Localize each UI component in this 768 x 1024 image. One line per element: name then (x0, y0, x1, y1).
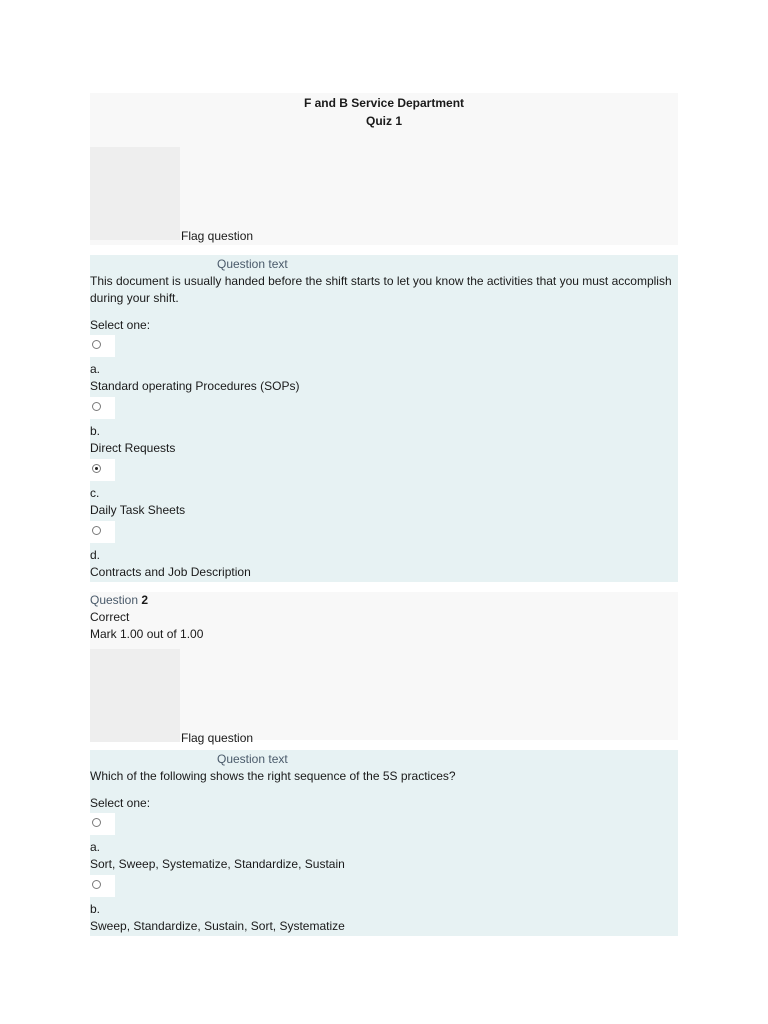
question2-status: Correct (90, 610, 130, 624)
flag-question-link[interactable]: Flag question (181, 731, 254, 745)
radio-unchecked-icon[interactable] (92, 402, 101, 411)
quiz-title: Quiz 1 (365, 114, 402, 128)
flag-icon[interactable] (90, 649, 180, 742)
radio-unchecked-icon[interactable] (92, 526, 101, 535)
question-number: 2 (141, 593, 149, 607)
option-letter: a. (90, 362, 101, 376)
radio-button[interactable] (90, 335, 115, 357)
question2-content (90, 750, 678, 936)
question2-label (90, 592, 678, 609)
question1-text: This document is usually handed before the shift starts to let you know the activities that you must accomplish during your shift. (90, 274, 672, 305)
question2-mark: Mark 1.00 out of 1.00 (90, 627, 204, 641)
flag-row (90, 649, 678, 746)
option-d[interactable] (90, 521, 678, 581)
select-one-label: Select one: (90, 796, 151, 810)
question1-content (90, 255, 678, 582)
option-letter: c. (90, 486, 100, 500)
select-one-label: Select one: (90, 318, 151, 332)
department-title: F and B Service Department (303, 96, 465, 110)
option-c[interactable] (90, 459, 678, 519)
option-letter: b. (90, 902, 101, 916)
radio-unchecked-icon[interactable] (92, 340, 101, 349)
flag-row (90, 147, 678, 244)
option-letter: b. (90, 424, 101, 438)
option-text: Standard operating Procedures (SOPs) (90, 379, 300, 393)
option-text: Sweep, Standardize, Sustain, Sort, Systematize (90, 919, 345, 933)
question1-info (90, 93, 678, 245)
radio-button[interactable] (90, 521, 115, 543)
question2-text: Which of the following shows the right sequence of the 5S practices? (90, 769, 456, 783)
radio-unchecked-icon[interactable] (92, 818, 101, 827)
option-a[interactable] (90, 335, 678, 395)
radio-button[interactable] (90, 813, 115, 835)
option-b[interactable] (90, 397, 678, 457)
flag-icon[interactable] (90, 147, 180, 240)
document-title (90, 93, 678, 130)
option-a[interactable] (90, 813, 678, 873)
question-label: Question (90, 593, 139, 607)
flag-question-link[interactable]: Flag question (181, 229, 254, 243)
radio-checked-icon[interactable] (92, 464, 101, 473)
radio-button[interactable] (90, 875, 115, 897)
option-text: Contracts and Job Description (90, 565, 251, 579)
question2-info (90, 592, 678, 745)
option-text: Daily Task Sheets (90, 503, 186, 517)
radio-button[interactable] (90, 459, 115, 481)
question-text-label: Question text (217, 257, 288, 271)
option-letter: d. (90, 548, 101, 562)
option-text: Sort, Sweep, Systematize, Standardize, Sustain (90, 857, 345, 871)
option-letter: a. (90, 840, 101, 854)
question-text-label: Question text (217, 752, 288, 766)
option-text: Direct Requests (90, 441, 176, 455)
option-b[interactable] (90, 875, 678, 935)
radio-unchecked-icon[interactable] (92, 880, 101, 889)
radio-button[interactable] (90, 397, 115, 419)
quiz-page (90, 93, 678, 936)
